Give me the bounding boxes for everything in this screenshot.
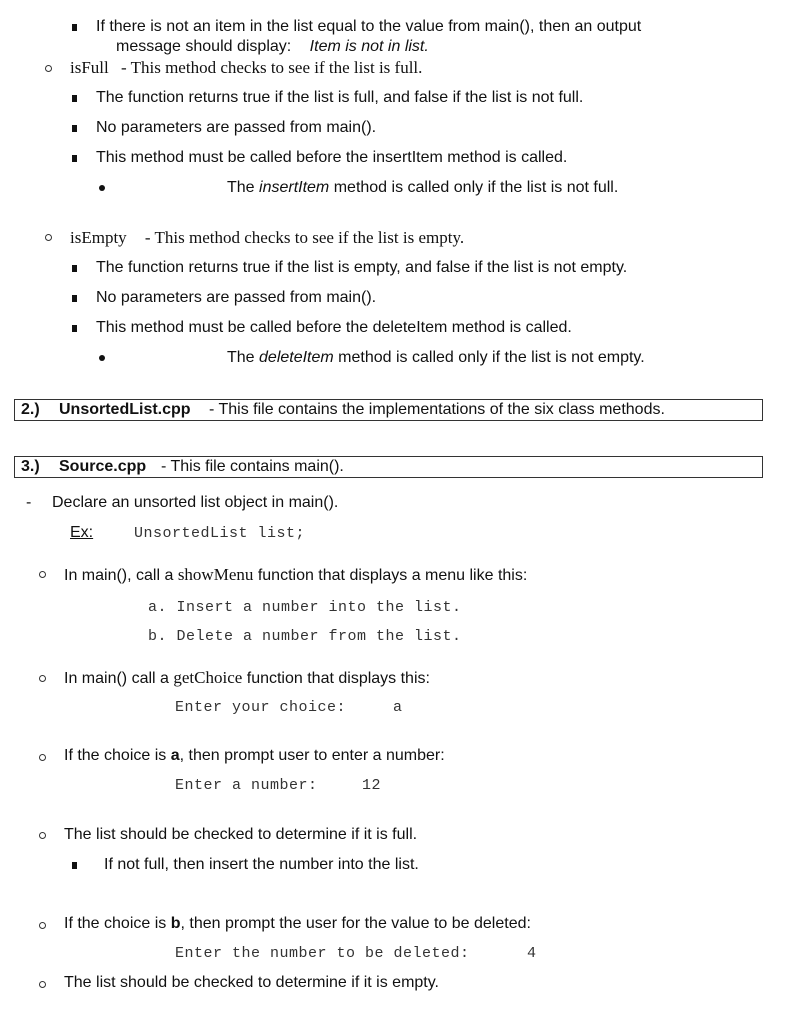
section-3-desc: - This file contains main(). (161, 458, 344, 475)
showmenu-prefix: In main(), call a (64, 567, 178, 584)
not-full-insert-line: If not full, then insert the number into the list. (104, 856, 419, 873)
round-bullet-icon (99, 355, 105, 361)
choice-a-line (64, 747, 445, 765)
section-3-box (14, 456, 763, 478)
choice-a-letter: a (170, 747, 180, 764)
delete-value: 4 (527, 945, 537, 962)
isempty-desc: - This method checks to see if the list is empty. (144, 228, 465, 247)
section-2-desc: - This file contains the implementations of the six class methods. (209, 401, 665, 418)
section-2-number: 2.) (21, 401, 40, 418)
choice-value: a (393, 699, 403, 716)
menu-option-b: b. Delete a number from the list. (148, 628, 462, 645)
declare-line: Declare an unsorted list object in main(). (52, 494, 339, 511)
ex-label: Ex: (70, 524, 94, 541)
not-in-list-message: Item is not in list. (309, 38, 429, 55)
isempty-bullet-3: This method must be called before the deleteItem method is called. (96, 319, 572, 336)
isfull-sub-suffix: method is called only if the list is not full. (329, 179, 619, 196)
choice-b-line (64, 915, 531, 933)
circle-bullet-icon (39, 571, 46, 578)
isfull-sub-prefix: The (227, 179, 260, 196)
choice-b-letter: b (170, 915, 181, 932)
choice-prompt: Enter your choice: (175, 699, 347, 716)
getchoice-prefix: In main() call a (64, 670, 174, 687)
not-in-list-prefix: message should display: (116, 38, 292, 55)
number-prompt: Enter a number: (175, 777, 318, 794)
section-3-number: 3.) (21, 458, 40, 475)
square-bullet-icon (72, 24, 77, 31)
example-label (70, 524, 93, 542)
choice-b-suffix: , then prompt the user for the value to be deleted: (180, 915, 531, 932)
isfull-desc: - This method checks to see if the list is full. (121, 58, 423, 77)
circle-bullet-icon (39, 675, 46, 682)
isempty-bullet-1: The function returns true if the list is empty, and false if the list is not empty. (96, 259, 628, 276)
isfull-name: isFull (70, 58, 109, 77)
isempty-sub-prefix: The (227, 349, 260, 366)
isfull-bullet-1: The function returns true if the list is full, and false if the list is not full. (96, 89, 584, 106)
deleteitem-method: deleteItem (259, 349, 334, 366)
isempty-sub-bullet (227, 349, 645, 367)
circle-bullet-icon (39, 981, 46, 988)
check-empty-line: The list should be checked to determine if it is empty. (64, 974, 439, 991)
square-bullet-icon (72, 325, 77, 332)
circle-bullet-icon (39, 754, 46, 761)
menu-option-a: a. Insert a number into the list. (148, 599, 462, 616)
getchoice-line (64, 668, 430, 688)
circle-bullet-icon (45, 65, 52, 72)
getchoice-fn: getChoice (173, 668, 243, 687)
showmenu-suffix: function that displays a menu like this: (253, 567, 528, 584)
isempty-heading (70, 228, 464, 248)
insertitem-method: insertItem (259, 179, 330, 196)
not-in-list-line-2 (116, 38, 429, 56)
section-2-box (14, 399, 763, 421)
isempty-bullet-2: No parameters are passed from main(). (96, 289, 377, 306)
round-bullet-icon (99, 185, 105, 191)
not-in-list-line-1: If there is not an item in the list equal to the value from main(), then an output (96, 18, 642, 35)
getchoice-suffix: function that displays this: (242, 670, 430, 687)
isempty-sub-suffix: method is called only if the list is not empty. (333, 349, 645, 366)
square-bullet-icon (72, 125, 77, 132)
dash-bullet: - (26, 494, 32, 511)
square-bullet-icon (72, 862, 77, 869)
isfull-heading (70, 58, 422, 78)
check-full-line: The list should be checked to determine if it is full. (64, 826, 418, 843)
circle-bullet-icon (39, 832, 46, 839)
square-bullet-icon (72, 265, 77, 272)
showmenu-line (64, 565, 527, 585)
circle-bullet-icon (45, 234, 52, 241)
square-bullet-icon (72, 95, 77, 102)
isfull-bullet-2: No parameters are passed from main(). (96, 119, 377, 136)
isfull-bullet-3: This method must be called before the insertItem method is called. (96, 149, 568, 166)
choice-a-suffix: , then prompt user to enter a number: (179, 747, 445, 764)
isempty-name: isEmpty (70, 228, 127, 247)
square-bullet-icon (72, 155, 77, 162)
square-bullet-icon (72, 295, 77, 302)
choice-b-prefix: If the choice is (64, 915, 171, 932)
isfull-sub-bullet (227, 179, 618, 197)
showmenu-fn: showMenu (177, 565, 254, 584)
number-value: 12 (362, 777, 382, 794)
example-code: UnsortedList list; (134, 525, 306, 542)
delete-prompt: Enter the number to be deleted: (175, 945, 470, 962)
choice-a-prefix: If the choice is (64, 747, 171, 764)
section-2-filename: UnsortedList.cpp (59, 401, 191, 418)
section-3-filename: Source.cpp (59, 458, 147, 475)
circle-bullet-icon (39, 922, 46, 929)
